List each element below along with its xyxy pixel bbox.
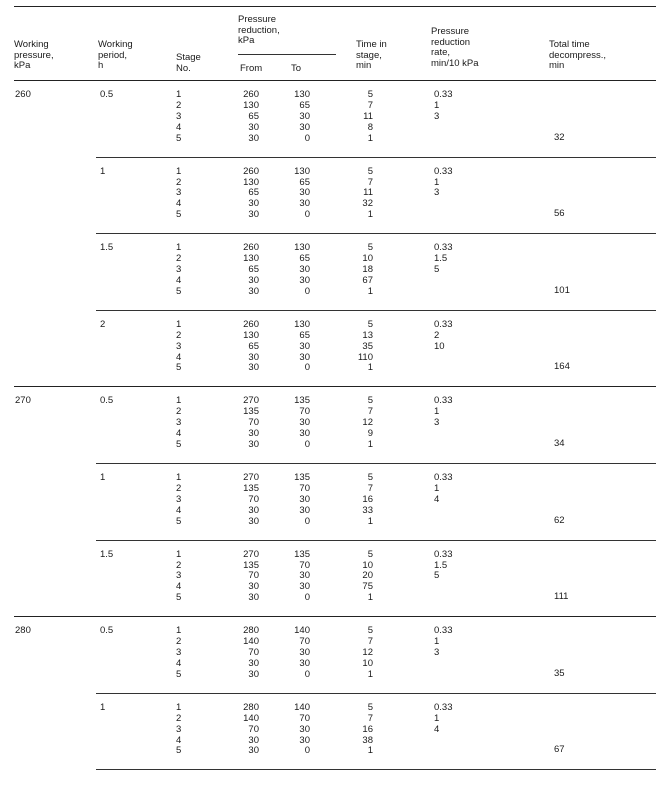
reduction-rate-value: 0.33: [434, 165, 453, 177]
pressure-from-value: 30: [248, 515, 259, 527]
reduction-rate-value: 1.5: [434, 253, 448, 265]
reduction-rate-value: 5: [434, 570, 440, 582]
pressure-from-value: 135: [243, 406, 259, 418]
time-in-stage-value: 67: [362, 274, 373, 286]
stage-number: 4: [176, 351, 182, 363]
pressure-to-value: 70: [299, 712, 310, 724]
total-time-value: 32: [554, 131, 565, 143]
pressure-from-value: 280: [243, 701, 259, 713]
time-in-stage-value: 5: [367, 548, 373, 560]
pressure-from-value: 70: [248, 493, 259, 505]
pressure-from-value: 30: [248, 439, 259, 450]
stage-number: 2: [176, 329, 182, 341]
reduction-rate-value: 5: [434, 264, 440, 275]
pressure-to-value: 70: [299, 559, 310, 571]
stage-number: 1: [176, 89, 182, 100]
stage-number: 5: [176, 132, 182, 144]
pressure-from-value: 30: [248, 362, 259, 374]
header-time-in-stage: Time in stage, min: [356, 39, 387, 71]
pressure-to-value: 30: [299, 504, 310, 516]
pressure-to-value: 30: [299, 110, 310, 122]
pressure-to-value: 135: [294, 472, 310, 483]
time-in-stage-value: 5: [367, 472, 373, 483]
time-in-stage-value: 8: [367, 121, 373, 133]
time-in-stage-value: 5: [367, 701, 373, 713]
reduction-rate-value: 1: [434, 636, 440, 648]
pressure-to-value: 0: [304, 362, 310, 374]
pressure-to-value: 30: [299, 493, 310, 505]
reduction-rate-value: 0.33: [434, 242, 453, 254]
time-in-stage-value: 9: [367, 428, 373, 440]
reduction-rate-value: 0.33: [434, 625, 453, 637]
pressure-from-value: 270: [243, 472, 259, 483]
period-separator-rule: [96, 540, 656, 541]
time-in-stage-value: 10: [362, 253, 373, 265]
pressure-from-value: 70: [248, 570, 259, 582]
pressure-from-value: 130: [243, 176, 259, 188]
period-separator-rule: [96, 310, 656, 311]
time-in-stage-value: 1: [367, 209, 373, 221]
stage-number: 1: [176, 701, 182, 713]
pressure-from-value: 30: [248, 504, 259, 516]
pressure-from-value: 260: [243, 318, 259, 330]
pressure-from-value: 130: [243, 329, 259, 341]
reduction-rate-value: 1: [434, 406, 440, 418]
stage-number: 2: [176, 176, 182, 188]
stage-number: 1: [176, 318, 182, 330]
time-in-stage-value: 10: [362, 559, 373, 571]
total-time-value: 56: [554, 208, 565, 220]
stage-number: 3: [176, 110, 182, 122]
stage-number: 5: [176, 592, 182, 604]
header-working-period: Working period, h: [98, 39, 133, 71]
period-separator-rule: [96, 233, 656, 234]
stage-number: 2: [176, 406, 182, 418]
group-separator-rule: [14, 386, 656, 387]
header-stage-no: Stage No.: [176, 52, 201, 74]
period-separator-rule: [96, 157, 656, 158]
time-in-stage-value: 1: [367, 362, 373, 374]
stage-number: 1: [176, 625, 182, 637]
working-period-value: 2: [100, 318, 106, 330]
group-separator-rule: [14, 616, 656, 617]
stage-number: 4: [176, 657, 182, 669]
time-in-stage-value: 1: [367, 132, 373, 144]
stage-number: 3: [176, 493, 182, 505]
pressure-to-value: 30: [299, 581, 310, 593]
header-from: From: [240, 63, 263, 74]
pressure-to-value: 65: [299, 176, 310, 188]
pressure-from-value: 30: [248, 351, 259, 363]
time-in-stage-value: 1: [367, 592, 373, 604]
time-in-stage-value: 1: [367, 745, 373, 757]
pressure-to-value: 30: [299, 428, 310, 440]
pressure-from-value: 30: [248, 581, 259, 593]
stage-number: 3: [176, 723, 182, 735]
reduction-rate-value: 1: [434, 176, 440, 188]
time-in-stage-value: 7: [367, 406, 373, 418]
pressure-to-value: 65: [299, 329, 310, 341]
pressure-to-value: 30: [299, 274, 310, 286]
total-time-value: 35: [554, 667, 565, 679]
pressure-from-value: 30: [248, 668, 259, 680]
working-period-value: 1: [100, 165, 106, 177]
pressure-from-value: 30: [248, 285, 259, 297]
reduction-rate-value: 4: [434, 493, 440, 505]
reduction-rate-value: 3: [434, 417, 440, 429]
total-time-value: 101: [554, 284, 570, 296]
working-pressure-value: 260: [15, 89, 31, 100]
pressure-from-value: 270: [243, 395, 259, 407]
pressure-to-value: 65: [299, 253, 310, 265]
stage-number: 4: [176, 121, 182, 133]
stage-number: 1: [176, 165, 182, 177]
reduction-rate-value: 0.33: [434, 472, 453, 483]
pressure-to-value: 70: [299, 406, 310, 418]
total-time-value: 111: [554, 591, 569, 603]
stage-number: 4: [176, 428, 182, 440]
time-in-stage-value: 5: [367, 395, 373, 407]
stage-number: 4: [176, 504, 182, 516]
stage-number: 4: [176, 274, 182, 286]
stage-number: 2: [176, 99, 182, 111]
time-in-stage-value: 35: [362, 340, 373, 352]
pressure-to-value: 30: [299, 264, 310, 275]
pressure-to-value: 30: [299, 187, 310, 199]
pressure-to-value: 135: [294, 395, 310, 407]
total-time-value: 67: [554, 744, 565, 756]
pressure-from-value: 65: [248, 340, 259, 352]
pressure-from-value: 30: [248, 121, 259, 133]
working-period-value: 1.5: [100, 548, 114, 560]
pressure-from-value: 270: [243, 548, 259, 560]
pressure-from-value: 130: [243, 99, 259, 111]
group-separator-rule: [96, 769, 656, 770]
pressure-to-value: 0: [304, 515, 310, 527]
header-reduction-rate: Pressure reduction rate, min/10 kPa: [431, 26, 479, 69]
reduction-rate-value: 10: [434, 340, 445, 352]
stage-number: 5: [176, 515, 182, 527]
pressure-from-value: 65: [248, 187, 259, 199]
stage-number: 2: [176, 559, 182, 571]
pressure-from-value: 30: [248, 734, 259, 746]
time-in-stage-value: 18: [362, 264, 373, 275]
total-time-value: 164: [554, 361, 570, 373]
working-pressure-value: 280: [15, 625, 31, 637]
stage-number: 3: [176, 570, 182, 582]
pressure-to-value: 30: [299, 340, 310, 352]
stage-number: 3: [176, 417, 182, 429]
pressure-to-value: 30: [299, 734, 310, 746]
pressure-to-value: 140: [294, 701, 310, 713]
pressure-to-value: 0: [304, 592, 310, 604]
period-separator-rule: [96, 693, 656, 694]
stage-number: 2: [176, 253, 182, 265]
pressure-to-value: 0: [304, 209, 310, 221]
time-in-stage-value: 16: [362, 493, 373, 505]
reduction-rate-value: 0.33: [434, 395, 453, 407]
time-in-stage-value: 75: [362, 581, 373, 593]
stage-number: 5: [176, 285, 182, 297]
pressure-to-value: 30: [299, 647, 310, 658]
pressure-to-value: 130: [294, 89, 310, 100]
pressure-from-value: 260: [243, 89, 259, 100]
pressure-from-value: 280: [243, 625, 259, 637]
stage-number: 2: [176, 482, 182, 494]
header-to: To: [291, 63, 302, 74]
time-in-stage-value: 16: [362, 723, 373, 735]
time-in-stage-value: 12: [362, 647, 373, 658]
time-in-stage-value: 7: [367, 712, 373, 724]
pressure-from-value: 260: [243, 165, 259, 177]
stage-number: 5: [176, 745, 182, 757]
time-in-stage-value: 38: [362, 734, 373, 746]
time-in-stage-value: 11: [363, 187, 373, 199]
pressure-from-value: 30: [248, 209, 259, 221]
time-in-stage-value: 1: [367, 285, 373, 297]
working-period-value: 1: [100, 701, 106, 713]
pressure-to-value: 30: [299, 351, 310, 363]
pressure-to-value: 130: [294, 165, 310, 177]
time-in-stage-value: 13: [362, 329, 373, 341]
pressure-from-value: 135: [243, 559, 259, 571]
stage-number: 4: [176, 581, 182, 593]
pressure-to-value: 65: [299, 99, 310, 111]
time-in-stage-value: 5: [367, 318, 373, 330]
stage-number: 4: [176, 198, 182, 210]
pressure-to-value: 30: [299, 417, 310, 429]
pressure-to-value: 135: [294, 548, 310, 560]
pressure-from-value: 260: [243, 242, 259, 254]
reduction-rate-value: 3: [434, 187, 440, 199]
total-time-value: 62: [554, 514, 565, 526]
working-pressure-value: 270: [15, 395, 31, 407]
pressure-from-value: 70: [248, 647, 259, 658]
stage-number: 3: [176, 264, 182, 275]
working-period-value: 0.5: [100, 395, 114, 407]
top-rule: [14, 6, 656, 7]
pressure-from-value: 30: [248, 428, 259, 440]
pressure-from-value: 30: [248, 745, 259, 757]
reduction-rate-value: 4: [434, 723, 440, 735]
time-in-stage-value: 5: [367, 165, 373, 177]
pressure-from-value: 70: [248, 723, 259, 735]
pressure-to-value: 140: [294, 625, 310, 637]
pressure-from-value: 140: [243, 636, 259, 648]
pressure-from-value: 65: [248, 264, 259, 275]
time-in-stage-value: 7: [367, 482, 373, 494]
reduction-rate-value: 3: [434, 110, 440, 122]
pressure-to-value: 70: [299, 636, 310, 648]
pressure-from-value: 30: [248, 132, 259, 144]
stage-number: 2: [176, 712, 182, 724]
pressure-to-value: 30: [299, 570, 310, 582]
reduction-rate-value: 0.33: [434, 548, 453, 560]
pressure-from-value: 30: [248, 198, 259, 210]
stage-number: 3: [176, 187, 182, 199]
pressure-to-value: 30: [299, 657, 310, 669]
reduction-rate-value: 0.33: [434, 318, 453, 330]
time-in-stage-value: 12: [362, 417, 373, 429]
stage-number: 4: [176, 734, 182, 746]
stage-number: 3: [176, 647, 182, 658]
pressure-to-value: 0: [304, 132, 310, 144]
pressure-from-value: 70: [248, 417, 259, 429]
time-in-stage-value: 7: [367, 99, 373, 111]
pressure-to-value: 0: [304, 668, 310, 680]
pressure-from-value: 140: [243, 712, 259, 724]
header-total-time: Total time decompress., min: [549, 39, 607, 71]
time-in-stage-value: 5: [367, 242, 373, 254]
time-in-stage-value: 5: [367, 89, 373, 100]
pressure-from-value: 30: [248, 592, 259, 604]
reduction-rate-value: 1.5: [434, 559, 448, 571]
time-in-stage-value: 20: [362, 570, 373, 582]
stage-number: 1: [176, 548, 182, 560]
reduction-rate-value: 2: [434, 329, 440, 341]
time-in-stage-value: 110: [357, 351, 373, 363]
time-in-stage-value: 10: [362, 657, 373, 669]
stage-number: 5: [176, 439, 182, 450]
header-working-pressure: Working pressure, kPa: [14, 39, 54, 71]
reduction-rate-value: 1: [434, 712, 440, 724]
pressure-from-value: 30: [248, 274, 259, 286]
stage-number: 3: [176, 340, 182, 352]
pressure-to-value: 0: [304, 745, 310, 757]
working-period-value: 0.5: [100, 625, 114, 637]
stage-number: 5: [176, 209, 182, 221]
time-in-stage-value: 1: [367, 668, 373, 680]
pressure-from-value: 130: [243, 253, 259, 265]
pressure-to-value: 30: [299, 723, 310, 735]
stage-number: 2: [176, 636, 182, 648]
time-in-stage-value: 5: [367, 625, 373, 637]
time-in-stage-value: 32: [362, 198, 373, 210]
total-time-value: 34: [554, 438, 565, 449]
time-in-stage-value: 11: [363, 110, 373, 122]
time-in-stage-value: 1: [367, 515, 373, 527]
pressure-to-value: 0: [304, 285, 310, 297]
time-in-stage-value: 7: [367, 636, 373, 648]
stage-number: 1: [176, 242, 182, 254]
period-separator-rule: [96, 463, 656, 464]
time-in-stage-value: 7: [367, 176, 373, 188]
pressure-reduction-subrule: [238, 54, 336, 55]
pressure-from-value: 135: [243, 482, 259, 494]
working-period-value: 0.5: [100, 89, 114, 100]
header-bottom-rule: [14, 80, 656, 81]
pressure-to-value: 130: [294, 318, 310, 330]
pressure-to-value: 70: [299, 482, 310, 494]
reduction-rate-value: 1: [434, 482, 440, 494]
reduction-rate-value: 0.33: [434, 89, 453, 100]
pressure-to-value: 30: [299, 198, 310, 210]
stage-number: 5: [176, 668, 182, 680]
reduction-rate-value: 1: [434, 99, 440, 111]
reduction-rate-value: 0.33: [434, 701, 453, 713]
pressure-to-value: 130: [294, 242, 310, 254]
header-pressure-reduction: Pressure reduction, kPa: [238, 14, 280, 46]
stage-number: 1: [176, 395, 182, 407]
time-in-stage-value: 1: [367, 439, 373, 450]
working-period-value: 1.5: [100, 242, 114, 254]
stage-number: 1: [176, 472, 182, 483]
stage-number: 5: [176, 362, 182, 374]
pressure-to-value: 0: [304, 439, 310, 450]
pressure-to-value: 30: [299, 121, 310, 133]
working-period-value: 1: [100, 472, 106, 483]
pressure-from-value: 30: [248, 657, 259, 669]
reduction-rate-value: 3: [434, 647, 440, 658]
pressure-from-value: 65: [248, 110, 259, 122]
time-in-stage-value: 33: [362, 504, 373, 516]
